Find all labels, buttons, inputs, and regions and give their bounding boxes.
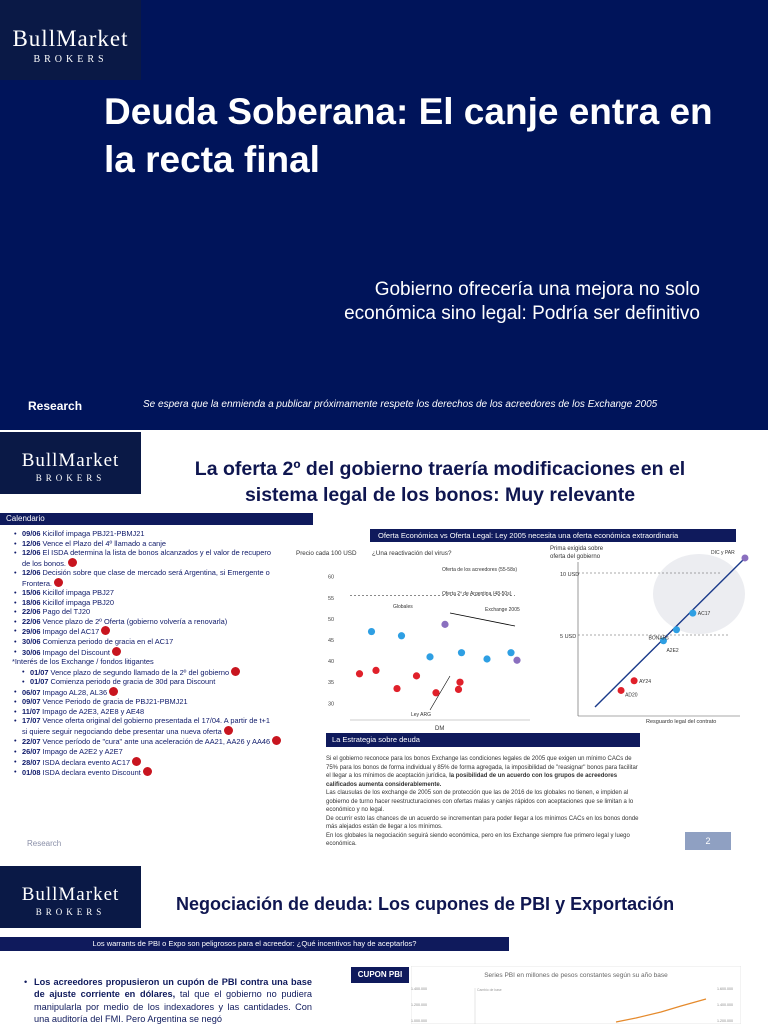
- page-number: 2: [685, 832, 731, 850]
- scatter-point: [483, 655, 490, 662]
- scatter-ytick: 55: [328, 595, 335, 602]
- cover-subtitle: [60, 278, 700, 326]
- calendar-text: Comienza periodo de gracia en el AC17: [40, 637, 174, 647]
- scatter-ytick: 35: [328, 680, 335, 687]
- calendar-text: Kicillof impaga PBJ21-PBMJ21: [40, 529, 145, 538]
- calendar-text: Vence oferta original del gobierno presentada el 17/04. A partir de t+1: [40, 716, 270, 726]
- premium-highlight: [653, 554, 745, 634]
- brand-name: BullMarket: [21, 884, 120, 905]
- calendar-bullet: •: [14, 548, 17, 558]
- calendar-bullet: •: [14, 716, 17, 726]
- scatter-point: [455, 686, 462, 693]
- label-gobierno: Oferta 2º de Argentina (48-50s): [442, 591, 512, 597]
- calendar-text: Impago AL28, AL36: [40, 687, 108, 697]
- calendar-text: *Interés de los Exchange / fondos litigantes: [12, 657, 154, 667]
- calendar-text: si quiere seguir negociando debe presentar una nueva oferta: [22, 726, 222, 736]
- premium-ref-high: 10 USD: [560, 572, 580, 578]
- calendar-date: 12/06: [22, 548, 41, 558]
- gdp-series-chart: [411, 966, 741, 1024]
- coupon-text: [24, 976, 312, 1024]
- calendar-item: [8, 687, 308, 698]
- calendar-date: 18/06: [22, 597, 41, 607]
- strategy-text: [326, 755, 644, 849]
- offer-arrow: [450, 613, 515, 626]
- calendar-bullet: •: [14, 568, 17, 578]
- premium-point: [673, 626, 680, 633]
- calendar-date: 17/07: [22, 716, 41, 726]
- cover-title: Deuda Soberana: El canje entra en la recta final: [104, 91, 713, 180]
- red-marker-icon: [101, 626, 110, 635]
- scatter-point: [456, 679, 463, 686]
- calendar-text: Kicillof impaga PBJ20: [40, 597, 115, 607]
- scatter-point: [458, 649, 465, 656]
- premium-point-label: DIC y PAR: [710, 549, 735, 556]
- calendar-date: 09/07: [22, 697, 41, 707]
- brand-subtitle: BROKERS: [33, 54, 108, 65]
- cover-subtitle-line1: Gobierno ofrecería una mejora no solo: [374, 279, 700, 300]
- calendar-date: 06/07: [22, 687, 41, 697]
- red-marker-icon: [143, 767, 152, 776]
- scatter-ytick: 50: [328, 616, 335, 623]
- brand-subtitle: BROKERS: [35, 473, 106, 483]
- calendar-text: Kicillof impaga PBJ27: [40, 588, 115, 598]
- calendar-bullet: •: [22, 666, 25, 676]
- strategy-paragraph: [326, 789, 644, 815]
- calendar-item: [8, 588, 308, 598]
- strategy-paragraph-text: En los globales la negociación seguirá siendo económica, pero en los Exchange siempre fue primero legal y luego económica.: [326, 832, 630, 847]
- calendar-text: Vence el Plazo del 4º llamado a canje: [40, 538, 167, 548]
- scatter-ytick: 60: [328, 574, 335, 581]
- brand-name: BullMarket: [12, 26, 129, 51]
- calendar-item: [8, 637, 308, 647]
- coupon-text-bold: Los acreedores propusieron un cupón de PBI contra una base de ajuste corriente en dólares,: [34, 977, 312, 1000]
- calendar-item: [8, 747, 308, 757]
- gdp-left-tick-2: 1.000.000: [411, 1019, 427, 1023]
- gdp-inset-label: Cambio de base: [477, 988, 502, 992]
- calendar-date: 26/07: [22, 747, 41, 757]
- scatter-xlabel: DM: [435, 726, 445, 732]
- calendar-item: [8, 548, 308, 558]
- calendar-bullet: •: [14, 529, 17, 538]
- calendar-item: [8, 757, 308, 768]
- red-marker-icon: [231, 667, 240, 676]
- cover-note: Se espera que la enmienda a publicar próximamente respete los derechos de los acreedores de los Exchange 2005: [143, 399, 658, 410]
- premium-ylabel-line2: oferta del gobierno: [550, 554, 601, 560]
- strategy-paragraph-bold: la posibilidad de un acuerdo con los grupos de acreedores calificados aumenta considerablemente.: [326, 773, 618, 788]
- calendar-text: Impago de A2E2 y A2E7: [40, 747, 123, 757]
- premium-point: [631, 677, 638, 684]
- cover-subtitle-line2: económica sino legal: Podría ser definitivo: [344, 303, 700, 324]
- scatter-ytick: 40: [328, 659, 335, 666]
- calendar-date: 29/06: [22, 627, 41, 637]
- calendar-date: 30/06: [22, 647, 41, 657]
- strategy-paragraph-text: Las clausulas de los exchange de 2005 son de protección que las de 2016 de los globales no tienen, e impiden al gobierno de turno hacer reestructuraciones con ofertas malas y canjes rápidos con aceptaciones que se limitan a lo económico y no legal.: [326, 790, 634, 813]
- calendar-item: [8, 716, 308, 726]
- calendar-text: Pago del TJ20: [40, 607, 91, 617]
- calendar-item: [8, 697, 308, 707]
- scatter-point: [372, 667, 379, 674]
- calendar-text: El ISDA determina la lista de bonos alcanzados y el valor de recupero: [40, 548, 271, 558]
- calendar-item: [8, 726, 308, 737]
- gdp-left-tick-1: 1.200.000: [411, 1003, 427, 1007]
- strategy-paragraph: [326, 755, 644, 789]
- scatter-ylabel: Precio cada 100 USD: [296, 550, 357, 557]
- calendar-date: 12/06: [22, 568, 41, 578]
- calendar-bullet: •: [14, 626, 17, 636]
- calendar-text: Frontera.: [22, 578, 52, 588]
- calendar-bullet: •: [14, 616, 17, 626]
- calendar-bullet: •: [14, 637, 17, 647]
- red-marker-icon: [68, 558, 77, 567]
- calendar-bullet: •: [14, 706, 17, 716]
- gdp-left-tick-0: 1.400.000: [411, 987, 427, 991]
- premium-xlabel: Resguardo legal del contrato: [646, 719, 717, 725]
- coupon-text-rest: tal que el gobierno no pudiera manipularla por medio de los indexadores y las cantidades. Con una auditoría del FMI. Pero Argentina se negó: [34, 989, 312, 1024]
- calendar-item: [8, 568, 308, 578]
- slide-title: Negociación de deuda: Los cupones de PBI y Exportación: [176, 894, 675, 914]
- calendar-list: [8, 529, 308, 778]
- premium-point-label: AY24: [639, 678, 651, 685]
- calendar-item: [8, 558, 308, 569]
- label-exchange: Exchange 2005: [485, 607, 520, 613]
- calendar-bullet: •: [14, 686, 17, 696]
- calendar-bullet: •: [14, 747, 17, 757]
- scatter-point: [356, 670, 363, 677]
- premium-point: [689, 610, 696, 617]
- calendar-bullet: •: [22, 677, 25, 687]
- calendar-bullet: •: [14, 756, 17, 766]
- calendar-text: Impago del AC17: [40, 627, 100, 637]
- scatter-point: [426, 653, 433, 660]
- premium-ref-low: 5 USD: [560, 634, 577, 640]
- cupon-pbi-label: CUPON PBI: [351, 967, 409, 983]
- calendar-item: [8, 707, 308, 717]
- calendar-item: [8, 617, 308, 627]
- calendar-bullet: •: [14, 588, 17, 598]
- warrants-banner: Los warrants de PBI o Expo son peligrosos para el acreedor: ¿Qué incentivos hay de aceptarlos?: [0, 937, 509, 951]
- scatter-ytick: 30: [328, 701, 335, 708]
- scatter-ytick: 45: [328, 638, 335, 644]
- calendar-text: Vence Periodo de gracia de PBJ21-PBMJ21: [40, 697, 188, 707]
- premium-point-label: A2E2: [666, 647, 679, 654]
- calendar-date: 01/07: [30, 677, 49, 687]
- calendar-item: [8, 539, 308, 549]
- calendar-date: 22/07: [22, 737, 41, 747]
- strategy-paragraph-text: Si el gobierno reconoce para los bonos Exchange las condiciones legales de 2005 que exigen un mínimo CACs de 75% para los bonos de forma individual y 85% de forma agregada, la imposibilidad de "reasignar" bonos para facilitar el llegar a los mínimos de aceptación jurídica,: [326, 756, 638, 779]
- calendar-bullet: •: [14, 597, 17, 607]
- calendar-date: 22/06: [22, 607, 41, 617]
- red-marker-icon: [112, 647, 121, 656]
- scatter-question: ¿Una reactivación del virus?: [372, 550, 452, 557]
- premium-point-label: AC17: [697, 611, 711, 618]
- scatter-point: [507, 649, 514, 656]
- red-marker-icon: [224, 726, 233, 735]
- calendar-date: 01/07: [30, 667, 49, 677]
- red-marker-icon: [109, 687, 118, 696]
- scatter-yticks: [328, 575, 334, 708]
- calendar-bullet: •: [14, 736, 17, 746]
- calendar-text: ISDA declara evento Discount: [40, 768, 141, 778]
- red-marker-icon: [272, 736, 281, 745]
- slide-gdp-coupons: [0, 860, 768, 1024]
- calendar-text: Vence plazo de segundo llamado de la 2º del gobierno: [48, 667, 230, 677]
- calendar-header: Calendario: [0, 513, 313, 525]
- calendar-date: 12/06: [22, 538, 41, 548]
- calendar-text: Vence período de "cura" ante una aceleración de AA21, AA26 y AA46: [40, 737, 271, 747]
- calendar-text: Vence plazo de 2º Oferta (gobierno volvería a renovarla): [40, 616, 228, 626]
- label-globales: Globales: [393, 604, 413, 610]
- calendar-text: Decisión sobre que clase de mercado será Argentina, si Emergente o: [40, 568, 270, 578]
- calendar-bullet: •: [14, 607, 17, 617]
- calendar-item: [8, 529, 308, 539]
- calendar-item: [8, 578, 308, 589]
- offers-chart: [290, 544, 750, 734]
- scatter-point: [398, 632, 405, 639]
- gdp-right-tick-1: 1.400.000: [717, 1003, 733, 1007]
- calendar-bullet: •: [14, 646, 17, 656]
- research-label: Research: [28, 399, 83, 413]
- calendar-text: ISDA declara evento AC17: [40, 757, 131, 767]
- calendar-date: 01/08: [22, 768, 41, 778]
- calendar-item: [8, 767, 308, 778]
- gdp-right-tick-2: 1.200.000: [717, 1019, 733, 1023]
- strategy-paragraph: [326, 815, 644, 832]
- calendar-item: [8, 736, 308, 747]
- bullet: •: [24, 977, 28, 987]
- strategy-paragraph: [326, 832, 644, 849]
- calendar-date: 22/06: [22, 616, 41, 626]
- premium-point: [741, 554, 748, 561]
- slide-cover: [0, 0, 768, 430]
- slide-legal-offer: [0, 432, 768, 858]
- calendar-item: [8, 626, 308, 637]
- calendar-item: [8, 657, 308, 667]
- gdp-right-tick-0: 1.600.000: [717, 987, 733, 991]
- brand-logo: [0, 432, 141, 494]
- brand-subtitle: BROKERS: [35, 907, 106, 917]
- calendar-date: 15/06: [22, 588, 41, 598]
- label-ley-arg: Ley ARG: [411, 712, 432, 718]
- calendar-bullet: •: [14, 697, 17, 707]
- strategy-header: La Estrategia sobre deuda: [326, 733, 640, 747]
- calendar-text: Impago de A2E3, A2E8 y AE48: [40, 706, 145, 716]
- label-acreedores: Oferta de los acreedores (55-58s): [442, 567, 518, 573]
- calendar-text: de los bonos.: [22, 558, 66, 568]
- gdp-chart-title: Series PBI en millones de pesos constantes según su año base: [484, 972, 668, 979]
- calendar-date: 30/06: [22, 637, 41, 647]
- calendar-item: [8, 607, 308, 617]
- calendar-item: [8, 667, 308, 678]
- brand-logo: [0, 0, 141, 80]
- scatter-point: [368, 628, 375, 635]
- scatter-point: [513, 657, 520, 664]
- calendar-date: 09/06: [22, 529, 41, 538]
- strategy-paragraph-text: De ocurrir esto las chances de un acuerdo se incrementan para poder llegar a los mínimos CACs en los bonos donde más alejados están de llegar a los mínimos.: [326, 815, 639, 830]
- chart-header: Oferta Económica vs Oferta Legal: Ley 2005 necesita una oferta económica extraordinaria: [370, 529, 736, 542]
- premium-ylabel-line1: Prima exigida sobre: [550, 546, 604, 552]
- calendar-bullet: •: [14, 538, 17, 548]
- research-footer: Research: [27, 839, 62, 848]
- red-marker-icon: [54, 578, 63, 587]
- calendar-item: [8, 647, 308, 658]
- calendar-item: [8, 598, 308, 608]
- red-marker-icon: [132, 757, 141, 766]
- premium-point: [618, 687, 625, 694]
- calendar-text: Impago del Discount: [40, 647, 110, 657]
- brand-logo: [0, 866, 141, 928]
- premium-point-label: AD20: [625, 692, 638, 699]
- slide-title: La oferta 2º del gobierno traería modificaciones en el sistema legal de los bonos: Muy relevante: [194, 458, 686, 506]
- calendar-item: [8, 677, 308, 687]
- scatter-point: [413, 672, 420, 679]
- scatter-points: [356, 621, 521, 697]
- brand-name: BullMarket: [21, 450, 120, 471]
- scatter-point: [432, 689, 439, 696]
- calendar-text: Comienza periodo de gracia de 30d para Discount: [48, 677, 216, 687]
- premium-point-label: BONARs: [648, 635, 669, 642]
- scatter-point: [441, 621, 448, 628]
- calendar-date: 11/07: [22, 706, 41, 716]
- scatter-point: [393, 685, 400, 692]
- calendar-bullet: •: [14, 767, 17, 777]
- calendar-date: 28/07: [22, 757, 41, 767]
